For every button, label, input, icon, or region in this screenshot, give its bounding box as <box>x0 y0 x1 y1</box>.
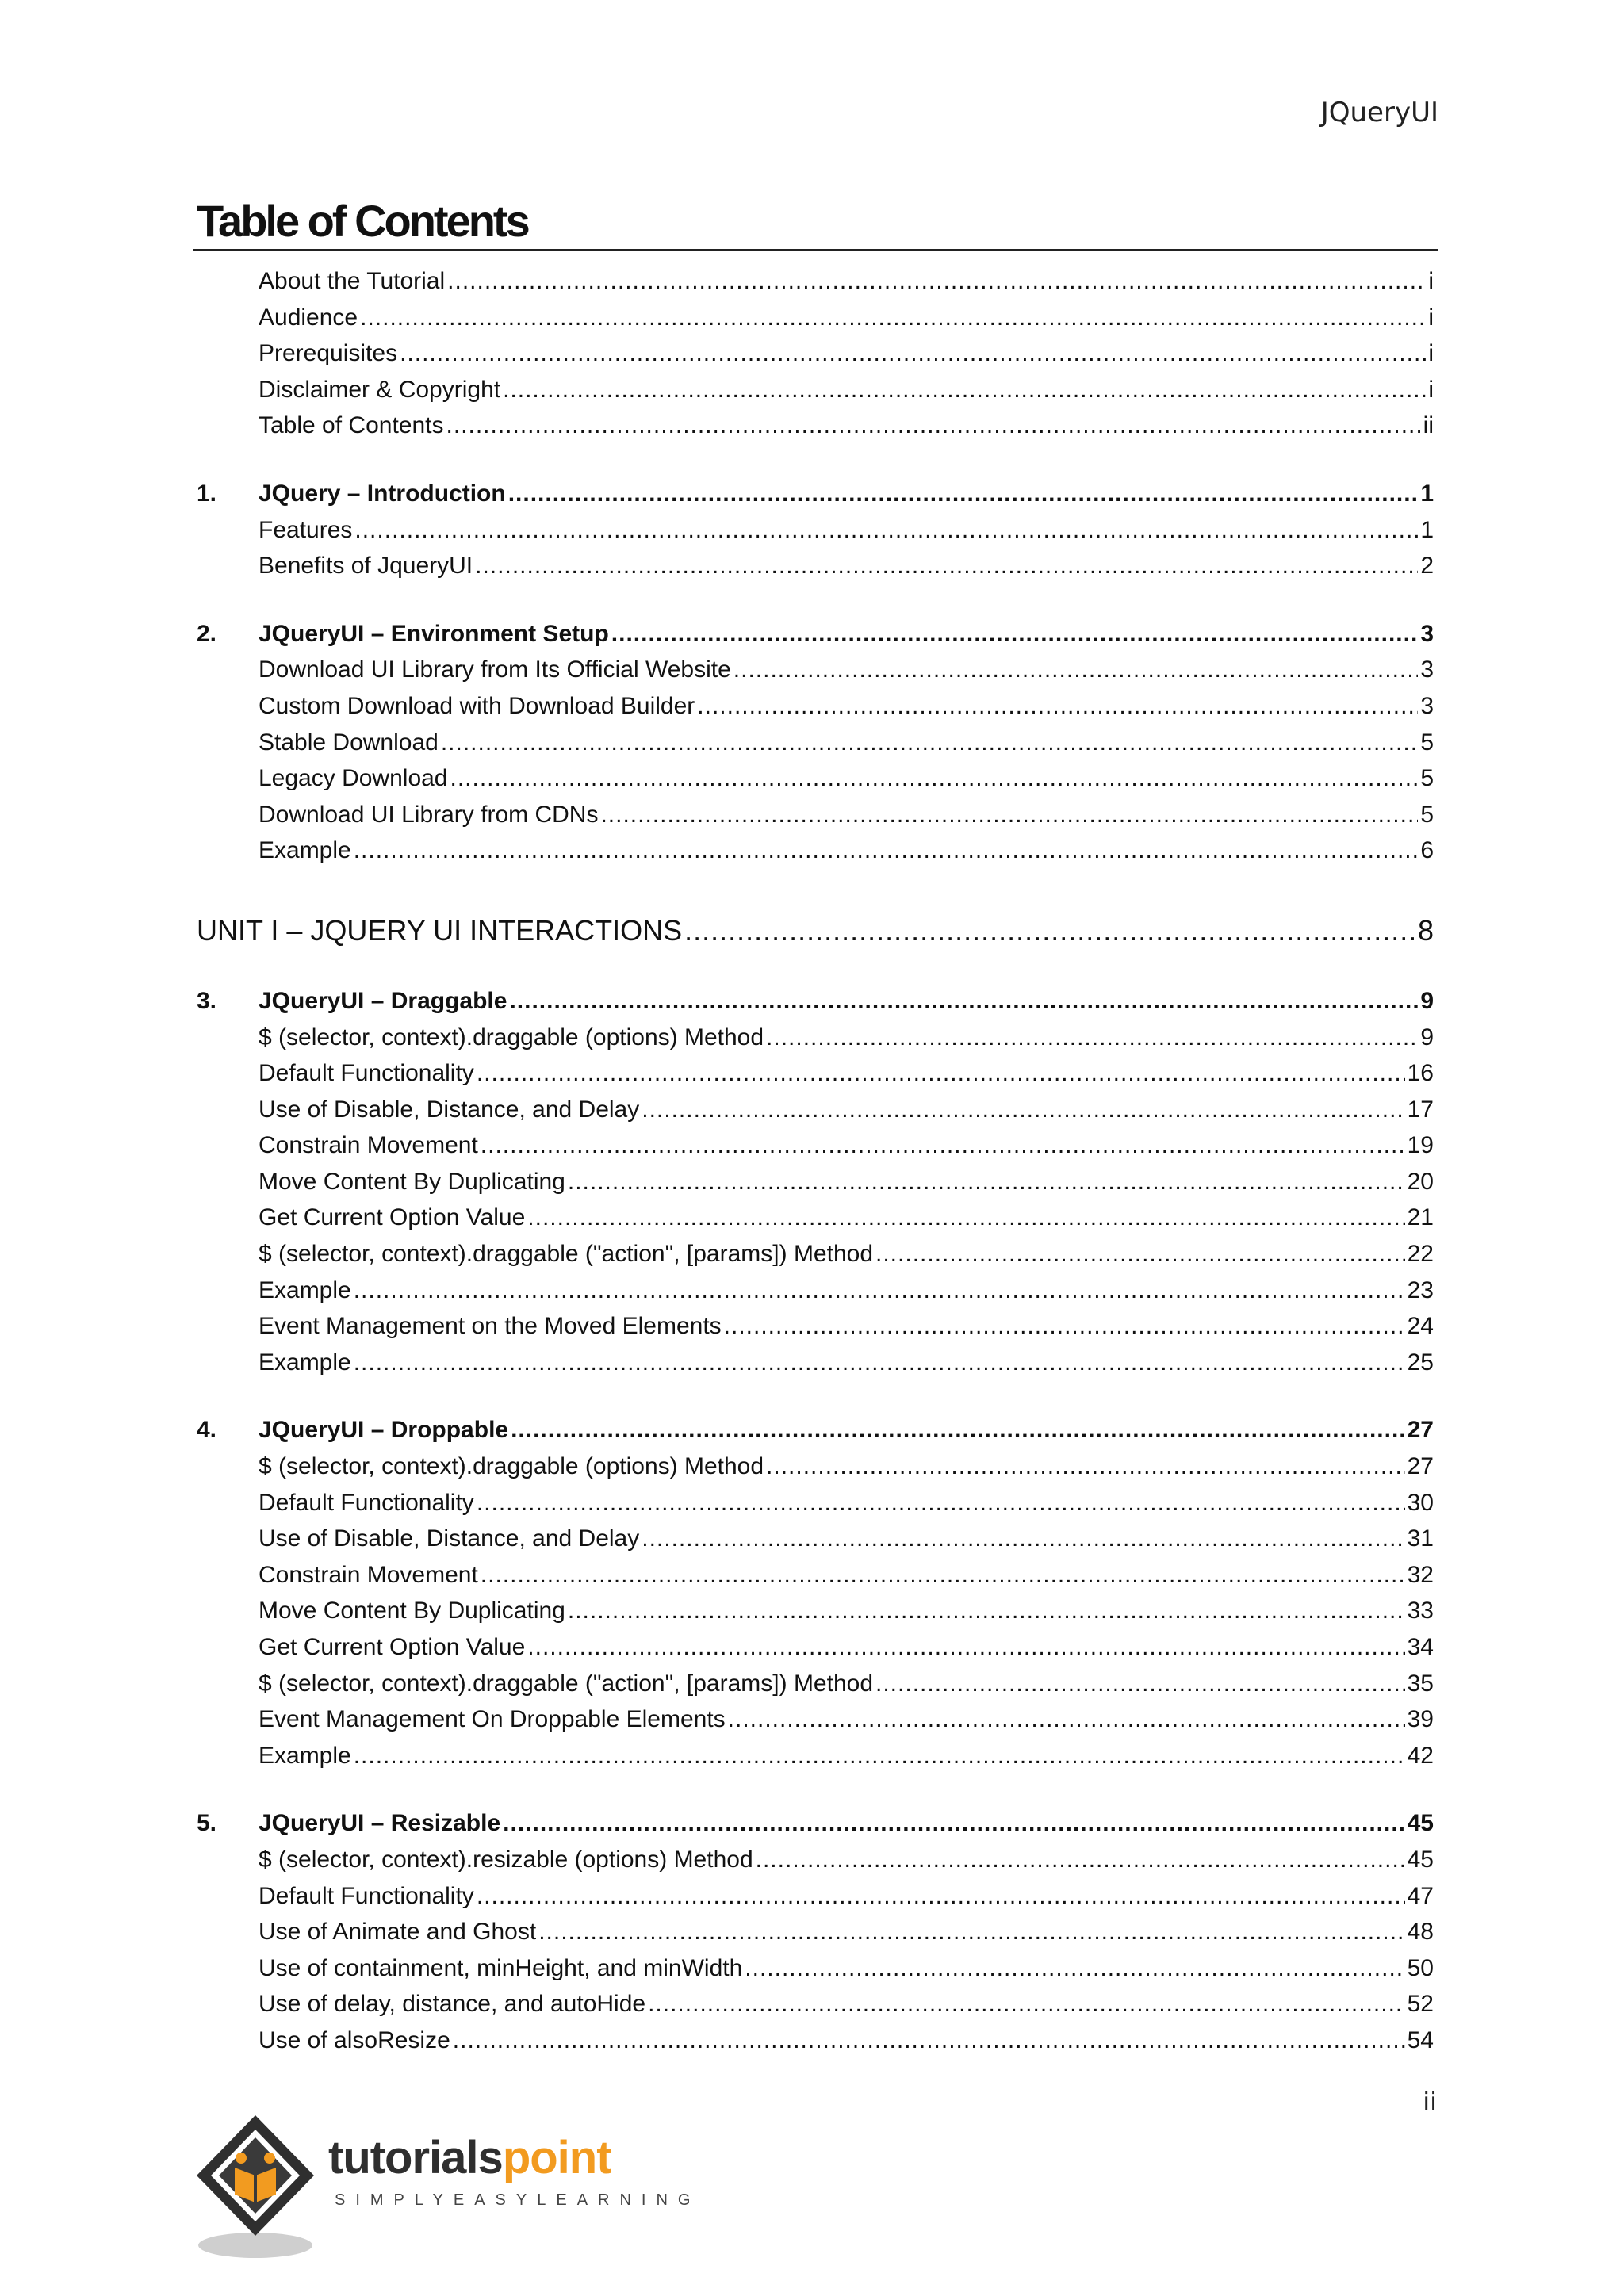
dot-leader <box>538 1914 1404 1950</box>
toc-entry-label: Use of delay, distance, and autoHide <box>259 1991 646 2018</box>
toc-entry[interactable] <box>197 1666 1434 1702</box>
toc-entry-number: 1. <box>197 480 217 507</box>
toc-entry[interactable] <box>197 1914 1434 1950</box>
logo-wordmark: tutorialspoint <box>328 2132 611 2183</box>
toc-entry[interactable] <box>197 548 1434 584</box>
dot-leader <box>724 1308 1405 1345</box>
toc-entry-page: 25 <box>1407 1349 1434 1376</box>
toc-entry[interactable] <box>197 263 1434 300</box>
toc-entry-page: 3 <box>1420 692 1434 719</box>
toc-entry-page: 3 <box>1420 656 1434 683</box>
toc-entry-label: JQueryUI – Draggable <box>259 987 508 1014</box>
dot-leader <box>481 1127 1405 1164</box>
toc-entry-page: 33 <box>1407 1598 1434 1624</box>
toc-section-entry[interactable] <box>197 983 1434 1020</box>
running-header: JQueryUI <box>1320 97 1438 128</box>
toc-entry-page: 22 <box>1407 1241 1434 1268</box>
toc-entry-number: 3. <box>197 987 217 1014</box>
toc-entry[interactable] <box>197 1200 1434 1236</box>
toc-entry[interactable] <box>197 1842 1434 1878</box>
toc-entry[interactable] <box>197 1485 1434 1521</box>
dot-leader <box>642 1092 1404 1128</box>
dot-leader <box>360 300 1426 336</box>
toc-entry-label: Event Management on the Moved Elements <box>259 1313 722 1340</box>
dot-leader <box>446 408 1420 444</box>
toc-entry-label: Use of Disable, Distance, and Delay <box>259 1096 640 1123</box>
dot-leader <box>481 1557 1405 1594</box>
toc-entry-label: Get Current Option Value <box>259 1204 526 1231</box>
dot-leader <box>511 1412 1405 1448</box>
toc-entry-label: Use of Disable, Distance, and Delay <box>259 1525 640 1552</box>
toc-entry[interactable] <box>197 1020 1434 1056</box>
dot-leader <box>697 688 1418 725</box>
toc-entry[interactable] <box>197 335 1434 372</box>
dot-leader <box>875 1236 1405 1272</box>
toc-entry[interactable] <box>197 1092 1434 1128</box>
toc-entry[interactable] <box>197 1164 1434 1200</box>
toc-entry-label: Move Content By Duplicating <box>259 1598 565 1624</box>
toc-entry[interactable] <box>197 1950 1434 1987</box>
toc-entry[interactable] <box>197 760 1434 797</box>
toc-entry-page: 42 <box>1407 1742 1434 1769</box>
toc-entry-page: 45 <box>1407 1846 1434 1873</box>
dot-leader <box>568 1593 1405 1629</box>
table-of-contents <box>197 263 1434 2059</box>
tutorialspoint-logo <box>193 2109 701 2267</box>
toc-entry-page: 52 <box>1407 1991 1434 2018</box>
toc-entry[interactable] <box>197 1629 1434 1666</box>
toc-entry-label: Use of containment, minHeight, and minWidth <box>259 1954 743 1981</box>
toc-entry[interactable] <box>197 1878 1434 1915</box>
toc-entry-page: 23 <box>1407 1276 1434 1303</box>
toc-entry[interactable] <box>197 1345 1434 1381</box>
toc-entry-label: Custom Download with Download Builder <box>259 692 695 719</box>
toc-section-entry[interactable] <box>197 616 1434 652</box>
toc-entry[interactable] <box>197 408 1434 444</box>
toc-entry-page: 34 <box>1407 1634 1434 1660</box>
toc-entry[interactable] <box>197 1272 1434 1309</box>
toc-entry[interactable] <box>197 1593 1434 1629</box>
spacer <box>197 444 1434 476</box>
toc-entry-label: Move Content By Duplicating <box>259 1168 565 1195</box>
dot-leader <box>745 1950 1404 1987</box>
dot-leader <box>453 2022 1405 2059</box>
toc-entry-page: 45 <box>1407 1810 1434 1837</box>
dot-leader <box>766 1020 1418 1056</box>
toc-entry[interactable] <box>197 2022 1434 2059</box>
toc-entry-page: 47 <box>1407 1882 1434 1909</box>
toc-entry-label: JQueryUI – Droppable <box>259 1417 509 1444</box>
toc-entry-page: 17 <box>1407 1096 1434 1123</box>
toc-entry-page: 50 <box>1407 1954 1434 1981</box>
toc-entry-page: 1 <box>1420 480 1434 507</box>
toc-entry-page: 48 <box>1407 1919 1434 1946</box>
toc-entry-number: 5. <box>197 1810 217 1837</box>
toc-entry[interactable] <box>197 300 1434 336</box>
toc-entry-label: $ (selector, context).draggable ("action", [params]) Method <box>259 1241 874 1268</box>
toc-entry-label: Download UI Library from Its Official Website <box>259 656 731 683</box>
toc-entry-label: Example <box>259 1276 351 1303</box>
toc-entry[interactable] <box>197 832 1434 869</box>
toc-entry[interactable] <box>197 725 1434 761</box>
dot-leader <box>508 476 1419 512</box>
toc-entry-page: 5 <box>1420 801 1434 828</box>
toc-entry-label: Example <box>259 1349 351 1376</box>
toc-entry-label: UNIT I – JQUERY UI INTERACTIONS <box>197 913 683 947</box>
toc-entry-page: 5 <box>1420 765 1434 792</box>
dot-leader <box>503 372 1426 408</box>
toc-entry-label: $ (selector, context).draggable (options) Method <box>259 1453 764 1480</box>
dot-leader <box>766 1448 1405 1485</box>
dot-leader <box>875 1666 1405 1702</box>
toc-entry-label: Constrain Movement <box>259 1132 478 1159</box>
spacer <box>197 584 1434 616</box>
toc-entry-page: i <box>1428 376 1434 403</box>
toc-entry-page: 6 <box>1420 837 1434 864</box>
dot-leader <box>684 910 1415 951</box>
toc-entry[interactable] <box>197 1557 1434 1594</box>
toc-entry-label: Default Functionality <box>259 1882 474 1909</box>
toc-entry-label: $ (selector, context).draggable ("action", [params]) Method <box>259 1670 874 1697</box>
dot-leader <box>611 616 1419 652</box>
logo-tagline: SIMPLYEASYLEARNING <box>335 2191 701 2209</box>
dot-leader <box>503 1805 1404 1842</box>
toc-entry[interactable] <box>197 1055 1434 1092</box>
dot-leader <box>648 1986 1405 2022</box>
toc-entry-page: 16 <box>1407 1060 1434 1087</box>
toc-entry-page: 2 <box>1420 553 1434 580</box>
toc-entry-label: Example <box>259 1742 351 1769</box>
toc-entry-label: Download UI Library from CDNs <box>259 801 599 828</box>
toc-entry-label: Constrain Movement <box>259 1561 478 1588</box>
toc-section-entry[interactable] <box>197 476 1434 512</box>
dot-leader <box>354 1345 1405 1381</box>
toc-entry-number: 2. <box>197 620 217 647</box>
toc-entry-label: JQuery – Introduction <box>259 480 506 507</box>
toc-entry-label: Features <box>259 516 353 543</box>
toc-entry-label: Get Current Option Value <box>259 1634 526 1660</box>
dot-leader <box>354 1272 1405 1309</box>
dot-leader <box>733 652 1419 688</box>
toc-entry[interactable] <box>197 372 1434 408</box>
toc-entry-page: 9 <box>1420 1024 1434 1050</box>
toc-entry[interactable] <box>197 688 1434 725</box>
toc-entry-page: 1 <box>1420 516 1434 543</box>
toc-section-entry[interactable] <box>197 1412 1434 1448</box>
toc-entry-label: Example <box>259 837 351 864</box>
toc-entry-label: About the Tutorial <box>259 268 446 294</box>
spacer <box>197 1380 1434 1412</box>
toc-entry-page: 20 <box>1407 1168 1434 1195</box>
toc-entry-page: 30 <box>1407 1489 1434 1516</box>
dot-leader <box>354 512 1418 549</box>
dot-leader <box>756 1842 1405 1878</box>
dot-leader <box>509 983 1418 1020</box>
dot-leader <box>477 1485 1405 1521</box>
toc-entry-page: ii <box>1423 412 1434 439</box>
toc-entry-number: 4. <box>197 1417 217 1444</box>
toc-entry-page: 24 <box>1407 1313 1434 1340</box>
dot-leader <box>728 1701 1405 1738</box>
page-number: ii <box>1423 2087 1437 2117</box>
toc-entry-page: 35 <box>1407 1670 1434 1697</box>
dot-leader <box>568 1164 1405 1200</box>
spacer <box>197 951 1434 983</box>
toc-entry-label: Default Functionality <box>259 1060 474 1087</box>
toc-entry[interactable] <box>197 1701 1434 1738</box>
toc-entry-label: $ (selector, context).draggable (options) Method <box>259 1024 764 1050</box>
toc-entry-label: Use of alsoResize <box>259 2026 450 2053</box>
toc-entry-page: 5 <box>1420 729 1434 756</box>
toc-entry[interactable] <box>197 1448 1434 1485</box>
toc-entry[interactable] <box>197 1738 1434 1774</box>
toc-section-entry[interactable] <box>197 1805 1434 1842</box>
toc-entry[interactable] <box>197 512 1434 549</box>
toc-unit-entry[interactable] <box>197 910 1434 951</box>
toc-entry-label: Event Management On Droppable Elements <box>259 1706 726 1733</box>
toc-entry-page: 27 <box>1407 1453 1434 1480</box>
toc-entry[interactable] <box>197 1986 1434 2022</box>
toc-entry-page: 54 <box>1407 2026 1434 2053</box>
toc-entry[interactable] <box>197 797 1434 833</box>
toc-entry-label: Table of Contents <box>259 412 444 439</box>
toc-entry-label: $ (selector, context).resizable (options) Method <box>259 1846 753 1873</box>
dot-leader <box>441 725 1418 761</box>
toc-entry-label: Audience <box>259 304 358 331</box>
logo-mark-icon <box>193 2109 328 2267</box>
toc-entry-page: 27 <box>1407 1417 1434 1444</box>
dot-leader <box>450 760 1419 797</box>
toc-entry-label: Legacy Download <box>259 765 448 792</box>
dot-leader <box>477 1055 1405 1092</box>
toc-title: Table of Contents <box>197 196 528 246</box>
toc-entry-page: i <box>1428 268 1434 294</box>
toc-entry-label: Stable Download <box>259 729 439 756</box>
dot-leader <box>475 548 1418 584</box>
dot-leader <box>400 335 1426 372</box>
toc-entry-label: JQueryUI – Resizable <box>259 1810 501 1837</box>
toc-entry-label: Benefits of JqueryUI <box>259 553 473 580</box>
toc-entry-page: i <box>1428 304 1434 331</box>
toc-entry-page: 39 <box>1407 1706 1434 1733</box>
spacer <box>197 869 1434 910</box>
toc-entry-label: Default Functionality <box>259 1489 474 1516</box>
spacer <box>197 1774 1434 1805</box>
toc-entry-label: Prerequisites <box>259 340 398 367</box>
toc-entry[interactable] <box>197 652 1434 688</box>
dot-leader <box>477 1878 1405 1915</box>
toc-entry-label: Use of Animate and Ghost <box>259 1919 537 1946</box>
toc-entry-page: 32 <box>1407 1561 1434 1588</box>
toc-entry-page: 19 <box>1407 1132 1434 1159</box>
dot-leader <box>354 1738 1405 1774</box>
dot-leader <box>642 1521 1404 1557</box>
toc-entry-page: 8 <box>1417 913 1434 947</box>
toc-entry-label: JQueryUI – Environment Setup <box>259 620 609 647</box>
dot-leader <box>527 1200 1404 1236</box>
dot-leader <box>527 1629 1404 1666</box>
dot-leader <box>447 263 1426 300</box>
toc-entry-page: 31 <box>1407 1525 1434 1552</box>
toc-entry[interactable] <box>197 1127 1434 1164</box>
title-rule <box>193 249 1438 251</box>
toc-entry[interactable] <box>197 1236 1434 1272</box>
toc-entry[interactable] <box>197 1521 1434 1557</box>
toc-entry-page: 21 <box>1407 1204 1434 1231</box>
dot-leader <box>354 832 1419 869</box>
toc-entry[interactable] <box>197 1308 1434 1345</box>
toc-entry-page: 9 <box>1420 987 1434 1014</box>
dot-leader <box>600 797 1418 833</box>
toc-entry-page: i <box>1428 340 1434 367</box>
toc-entry-page: 3 <box>1420 620 1434 647</box>
toc-entry-label: Disclaimer & Copyright <box>259 376 501 403</box>
